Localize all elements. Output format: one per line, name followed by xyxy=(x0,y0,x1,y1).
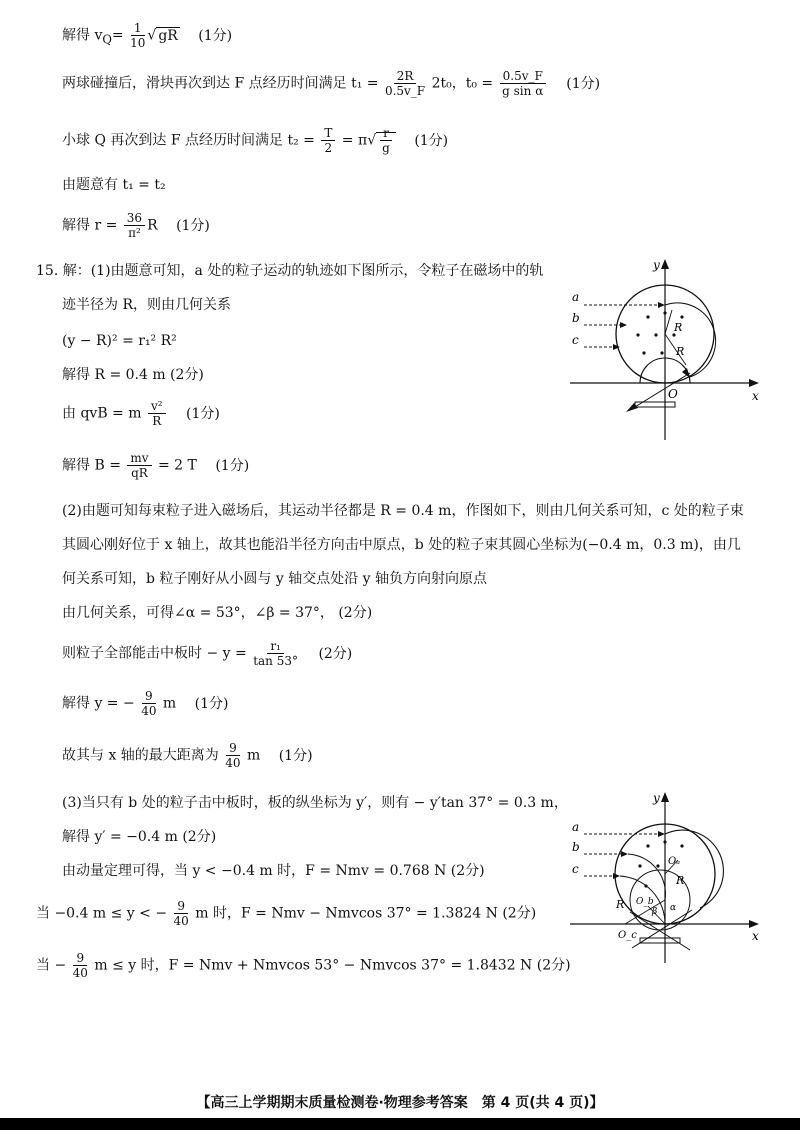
q15-geometry-eq: (y − R)² = r₁² R² xyxy=(62,333,177,349)
frac-num: 9 xyxy=(174,900,188,914)
x-axis-label: x xyxy=(752,929,759,943)
part3-case3-text: 当 − xyxy=(36,957,67,974)
eq-t1-frac2 xyxy=(500,70,546,97)
eq-t1-text: 两球碰撞后，滑块再次到达 F 点经历时间满足 t₁ = xyxy=(62,75,379,92)
eq-r xyxy=(62,212,210,239)
arrow-icon xyxy=(613,873,620,879)
part2-y-result-frac xyxy=(141,690,156,717)
angle-beta-label: β xyxy=(652,907,658,917)
part2-line1: (2)由题可知每束粒子进入磁场后，其运动半径都是 R = 0.4 m，作图如下，则由几何关系可知，c 处的粒子束 xyxy=(62,503,744,519)
part2-angles: 由几何关系，可得∠α = 53°，∠β = 37°， (2分) xyxy=(62,605,373,621)
footer-bar xyxy=(0,1118,800,1130)
eq-vq: 解得 $v_Q=$ $\frac{1}{10}$ √ gR (1分) xyxy=(62,21,233,50)
part2-y-result-text: 解得 y = − xyxy=(62,695,135,712)
points: (1分) xyxy=(414,132,449,149)
part3-case2-frac xyxy=(174,900,189,927)
part3-case3 xyxy=(36,952,571,979)
eq-t1 xyxy=(62,70,600,97)
frac-num: 2R xyxy=(394,70,417,84)
frac-den: g sin α xyxy=(502,84,544,98)
y-axis-label: y xyxy=(653,791,660,805)
figure-2-trajectory-diagram xyxy=(560,788,765,968)
field-dot xyxy=(663,311,666,314)
label-c: c xyxy=(572,333,579,347)
frac-num: 9 xyxy=(73,952,87,966)
label-b: b xyxy=(572,840,580,854)
part3-case3-frac xyxy=(73,952,88,979)
q15-B-frac xyxy=(127,452,151,479)
eq-t1-mid: 2t₀，t₀ = xyxy=(431,75,494,92)
eq-t2-text: 小球 Q 再次到达 F 点经历时间满足 t₂ = xyxy=(62,132,315,149)
part2-max-distance xyxy=(62,742,313,769)
points: (1分) xyxy=(194,695,229,712)
eq-vq-text: 解得 v xyxy=(62,27,103,44)
part2-y-text: 则粒子全部能击中板时 − y = xyxy=(62,645,247,662)
frac-num: v² xyxy=(148,400,166,414)
q15-B-text: 解得 B = xyxy=(62,457,121,474)
frac-num: r xyxy=(380,127,392,141)
part2-max-unit: m xyxy=(246,747,261,764)
q15-force-frac xyxy=(148,400,166,427)
part3-line1: (3)当只有 b 处的粒子击中板时，板的纵坐标为 y′，则有 − y′tan 37° = 0.3 m， xyxy=(62,795,568,811)
field-dot xyxy=(663,840,666,843)
x-axis-arrow-icon xyxy=(749,920,759,928)
q15-B-tail: = 2 T xyxy=(158,457,197,474)
q15-R-result: 解得 R = 0.4 m (2分) xyxy=(62,367,204,383)
part2-y-result-unit: m xyxy=(162,695,177,712)
eq-vq-equals: = xyxy=(111,27,124,44)
frac-num: r₁ xyxy=(267,640,284,654)
part3-case1: 由动量定理可得，当 y < −0.4 m 时，F = Nmv = 0.768 N (2分) xyxy=(62,863,485,879)
center-a-label: Oₐ xyxy=(668,856,680,867)
label-a: a xyxy=(572,290,580,304)
q15-B-eq xyxy=(62,452,249,479)
part2-line2: 其圆心刚好位于 x 轴上，故其也能沿半径方向击中原点，b 处的粒子束其圆心坐标为(−0.4 m，0.3 m)，由几 xyxy=(62,537,741,553)
arrow-icon xyxy=(658,302,665,308)
frac-den: 40 xyxy=(72,966,88,980)
part2-y-eq xyxy=(62,640,352,667)
origin-label: O xyxy=(668,387,678,401)
frac-den: π² xyxy=(128,226,141,240)
outgoing-ray xyxy=(632,910,692,948)
eq-vq-sqrt: gR xyxy=(158,27,178,44)
trajectory-arc xyxy=(665,303,716,377)
frac-den: 40 xyxy=(173,914,189,928)
q15-force-eq xyxy=(62,400,220,427)
points: (2分) xyxy=(318,645,353,662)
field-dot xyxy=(636,333,639,336)
page-footer: 【高三上学期期末质量检测卷·物理参考答案 第 4 页(共 4 页)】 xyxy=(196,1095,604,1111)
x-axis-arrow-icon xyxy=(749,379,759,387)
eq-vq-frac xyxy=(130,22,145,49)
eq-r-text: 解得 r = xyxy=(62,217,118,234)
frac-den: tan 53° xyxy=(253,654,298,668)
frac-num: 0.5v_F xyxy=(500,70,546,84)
part2-line3: 何关系可知，b 粒子刚好从小圆与 y 轴交点处沿 y 轴负方向射向原点 xyxy=(62,571,488,587)
eq-t1-frac1 xyxy=(385,70,425,97)
eq-t2-sqrt-frac xyxy=(380,127,392,154)
frac-den: 40 xyxy=(141,704,157,718)
q15-intro: 15. 解：(1)由题意可知，a 处的粒子运动的轨迹如下图所示，令粒子在磁场中的轨 xyxy=(36,263,544,279)
arrow-icon xyxy=(626,403,638,412)
frac-num: 1 xyxy=(131,22,145,36)
angle-alpha-label: α xyxy=(670,903,677,913)
radius-label: R xyxy=(616,898,625,911)
part2-y-frac xyxy=(253,640,298,667)
frac-num: mv xyxy=(127,452,151,466)
part3-case2 xyxy=(36,900,536,927)
part3-y-result: 解得 y′ = −0.4 m (2分) xyxy=(62,829,217,845)
frac-num: T xyxy=(321,127,335,141)
radius-label: R xyxy=(676,874,685,887)
points: (1分) xyxy=(176,217,210,234)
outgoing-ray xyxy=(630,912,690,950)
points: (1分) xyxy=(278,747,313,764)
y-axis-arrow-icon xyxy=(661,792,669,802)
x-axis-label: x xyxy=(752,389,759,403)
trajectory-arrow-icon xyxy=(682,368,690,378)
points: (1分) xyxy=(186,405,220,422)
label-c: c xyxy=(572,862,579,876)
frac-num: 9 xyxy=(142,690,156,704)
field-dot xyxy=(646,315,649,318)
part2-y-result xyxy=(62,690,229,717)
radius-label: R xyxy=(674,321,683,334)
field-dot xyxy=(638,864,641,867)
part3-case2-tail: m 时，F = Nmv − Nmvcos 37° = 1.3824 N (2分) xyxy=(195,905,537,922)
frac-den: R xyxy=(152,414,162,428)
field-dot xyxy=(642,351,645,354)
q15-force-text: 由 qvB = m xyxy=(62,405,142,422)
center-b-label: O_b xyxy=(636,897,654,907)
part3-case2-text: 当 −0.4 m ≤ y < − xyxy=(36,905,168,922)
frac-den: 40 xyxy=(225,756,241,770)
frac-den: 2 xyxy=(324,141,333,155)
q15-radius-text: 迹半径为 R，则由几何关系 xyxy=(62,297,231,313)
points: (1分) xyxy=(566,75,601,92)
label-b: b xyxy=(572,311,580,325)
field-dot xyxy=(654,333,657,336)
points: (1分) xyxy=(215,457,250,474)
frac-den: 0.5v_F xyxy=(384,84,426,98)
field-dot xyxy=(680,844,683,847)
eq-t2-frac xyxy=(321,127,335,154)
eq-t2-sqrt xyxy=(376,126,396,155)
field-dot xyxy=(646,844,649,847)
eq-t2: 小球 Q 再次到达 F 点经历时间满足 t₂ = $\frac{T}{2}$ = π√ $\frac{r}{g}$ (1分) xyxy=(62,126,449,155)
eq-r-frac xyxy=(124,212,145,239)
points: (1分) xyxy=(198,27,233,44)
center-c-label: O_c xyxy=(618,930,637,941)
eq-t2-pi: = π xyxy=(341,132,368,149)
eq-vq-sub: Q xyxy=(102,32,112,47)
frac-num: 9 xyxy=(226,742,240,756)
arrow-icon xyxy=(658,831,665,837)
arrow-icon xyxy=(620,322,627,328)
part3-case3-tail: m ≤ y 时，F = Nmv + Nmvcos 53° − Nmvcos 37° = 1.8432 N (2分) xyxy=(94,957,571,974)
arrow-icon xyxy=(621,851,628,857)
frac-den: qR xyxy=(131,466,148,480)
frac-num: 36 xyxy=(124,212,145,226)
eq-r-tail: R xyxy=(147,217,158,234)
field-dot xyxy=(660,351,663,354)
field-dot xyxy=(680,315,683,318)
outgoing-ray xyxy=(630,373,690,410)
part2-max-frac xyxy=(225,742,240,769)
frac-den: g xyxy=(382,141,390,155)
eq-t-equal-text: 由题意有 t₁ = t₂ xyxy=(62,177,166,193)
label-a: a xyxy=(572,820,580,834)
eq-t-equal xyxy=(62,178,166,192)
trajectory-b xyxy=(628,854,665,900)
frac-den: 10 xyxy=(130,36,146,50)
y-axis-label: y xyxy=(653,258,660,272)
y-axis-arrow-icon xyxy=(661,259,669,269)
figure-1-trajectory-diagram xyxy=(560,255,765,445)
field-dot xyxy=(656,864,659,867)
radius-label: R xyxy=(676,345,685,358)
part2-max-text: 故其与 x 轴的最大距离为 xyxy=(62,747,219,764)
